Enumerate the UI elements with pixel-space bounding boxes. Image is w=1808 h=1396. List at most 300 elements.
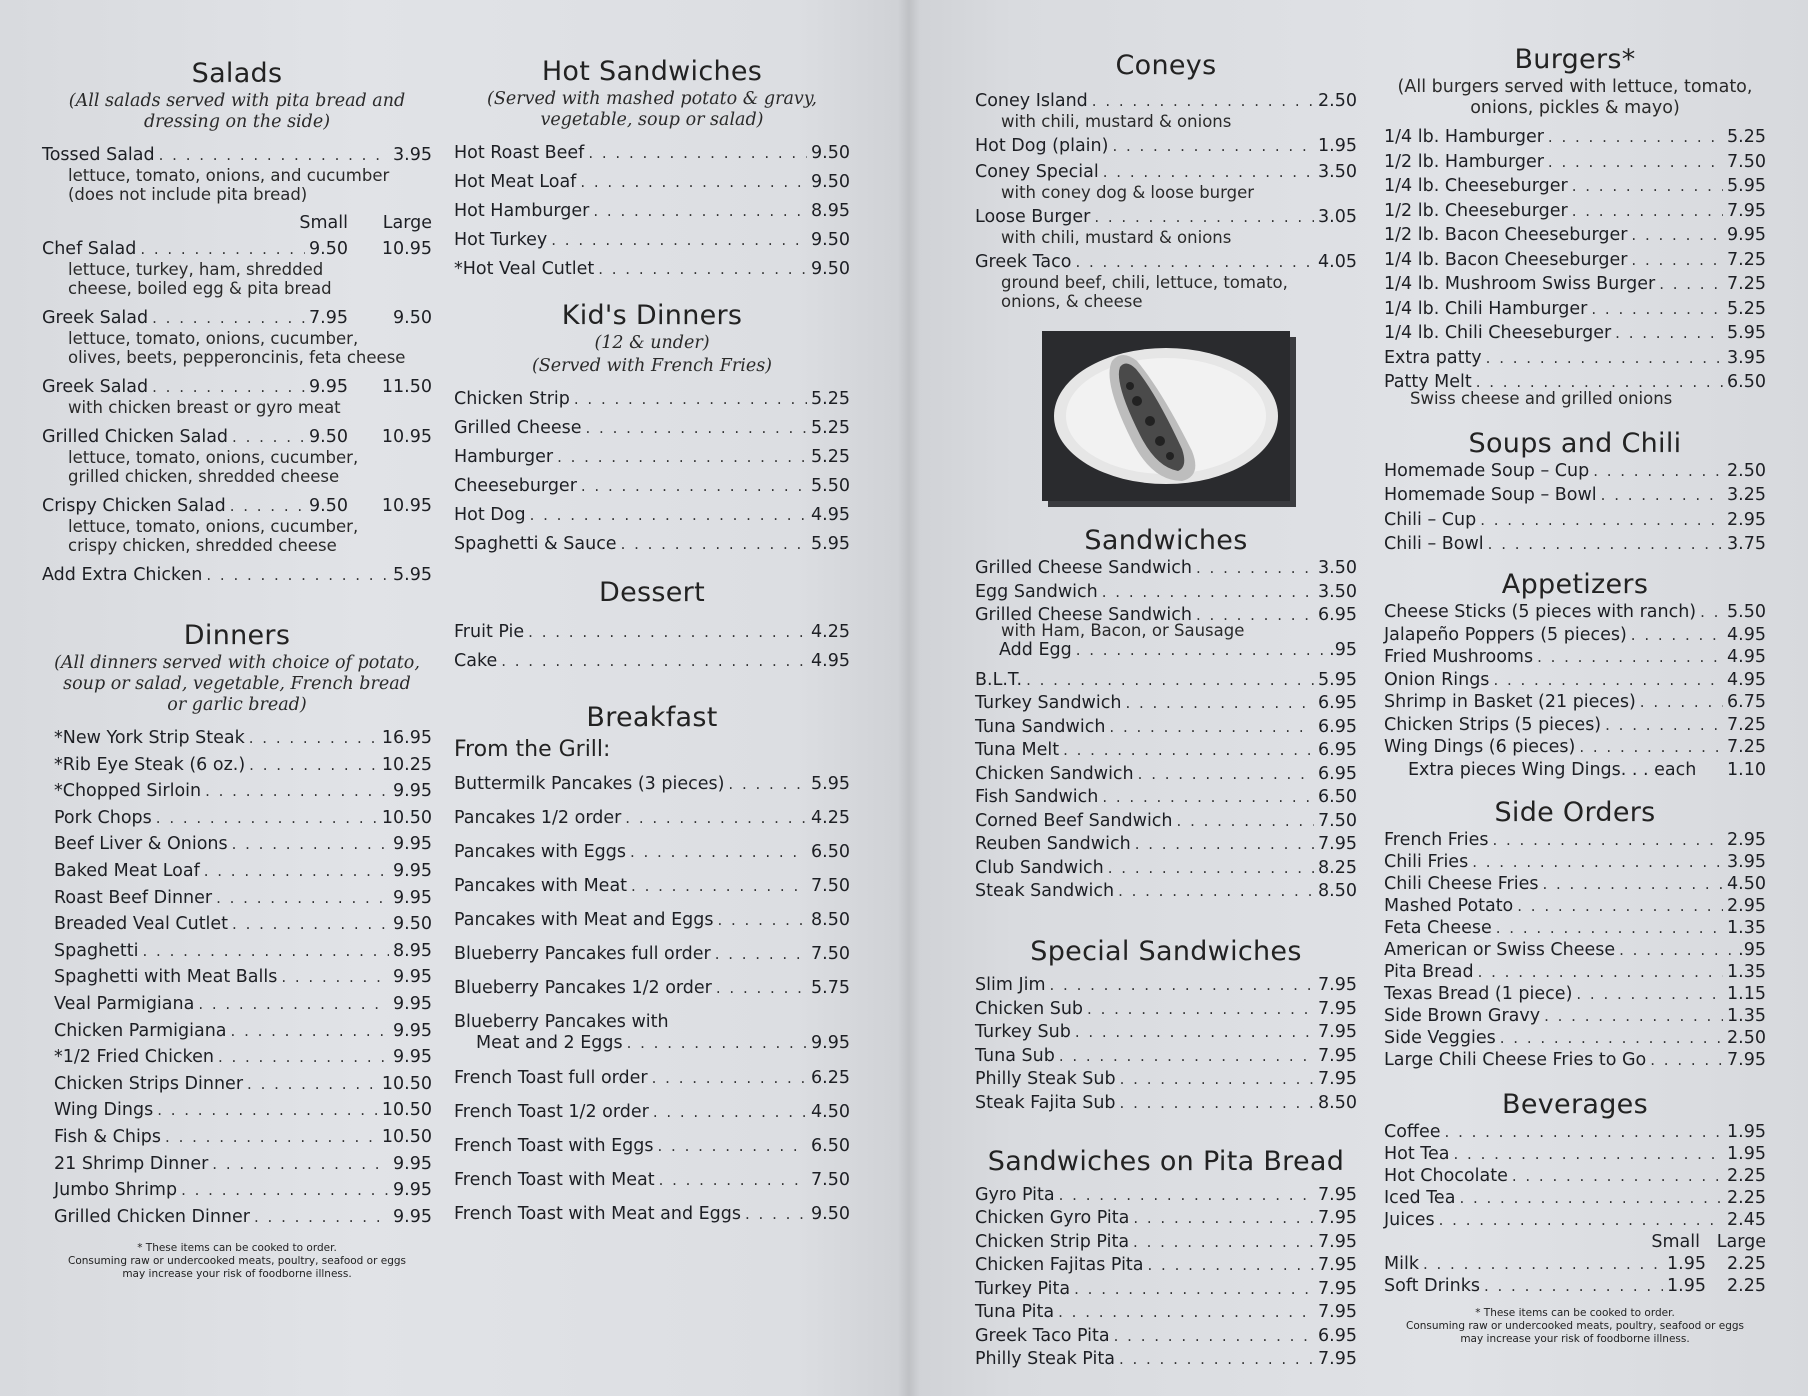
- item-name: 1/2 lb. Hamburger: [1384, 151, 1544, 172]
- item-price: 9.95: [393, 993, 432, 1014]
- salads-section: [42, 58, 432, 586]
- item-name: 1/2 lb. Bacon Cheeseburger: [1384, 225, 1628, 245]
- item-desc: lettuce, tomato, onions, cucumber,: [68, 517, 359, 536]
- menu-item: [975, 1255, 1357, 1276]
- menu-item: [1384, 625, 1766, 646]
- menu-item: [454, 774, 850, 795]
- item-name: Coffee: [1384, 1121, 1441, 1142]
- item-name: French Toast with Meat and Eggs: [454, 1204, 742, 1224]
- item-price: 7.95: [1318, 1069, 1357, 1089]
- item-name: Slim Jim: [975, 975, 1046, 995]
- item-price: 5.25: [811, 447, 850, 467]
- menu-item: [54, 1154, 432, 1175]
- item-price-small: 9.50: [309, 427, 348, 447]
- item-name: Greek Salad: [42, 377, 149, 397]
- item-name: 1/4 lb. Hamburger: [1384, 127, 1544, 147]
- item-price-small: 9.95: [309, 377, 348, 397]
- menu-item: [454, 1170, 850, 1191]
- item-name: 1/4 lb. Cheeseburger: [1384, 176, 1568, 196]
- item-price: 5.50: [811, 476, 850, 496]
- menu-item: [454, 389, 850, 410]
- item-price: 9.50: [811, 1204, 850, 1224]
- item-name: Fruit Pie: [454, 622, 525, 642]
- menu-item: [1384, 984, 1766, 1005]
- menu-item: [1384, 299, 1766, 320]
- item-price: 1.95: [1727, 1121, 1766, 1142]
- item-price: 2.50: [1727, 460, 1766, 481]
- menu-item: [454, 622, 850, 643]
- item-name: Chicken Fajitas Pita: [975, 1255, 1144, 1275]
- menu-item: [975, 640, 1357, 661]
- item-price: 1.15: [1727, 983, 1766, 1004]
- breakfast-title: Breakfast: [586, 702, 718, 733]
- item-price: 7.95: [1318, 1208, 1357, 1228]
- item-desc: with chili, mustard & onions: [1001, 228, 1232, 247]
- item-price: 6.75: [1727, 692, 1766, 712]
- item-price: 9.50: [811, 230, 850, 250]
- item-name: Chili Cheese Fries: [1384, 873, 1539, 894]
- item-price: 9.95: [393, 967, 432, 988]
- item-price: 8.25: [1318, 857, 1357, 878]
- menu-item: [1384, 1122, 1766, 1143]
- hot-dog-icon: [1042, 331, 1290, 501]
- item-price: 9.50: [811, 259, 850, 279]
- item-price-small: 9.50: [309, 496, 348, 516]
- item-name: Gyro Pita: [975, 1184, 1055, 1205]
- item-name: Grilled Chicken Dinner: [54, 1206, 250, 1227]
- item-price: 5.95: [1727, 176, 1766, 196]
- menu-item: [454, 230, 850, 251]
- item-name: 1/4 lb. Chili Cheeseburger: [1384, 323, 1612, 343]
- item-desc: lettuce, tomato, onions, and cucumber: [68, 166, 390, 185]
- item-name: Chicken Strip: [454, 389, 570, 409]
- appetizers-title: Appetizers: [1501, 569, 1649, 600]
- item-price-large: 9.50: [393, 308, 432, 328]
- menu-item: [454, 910, 850, 931]
- item-name: Philly Steak Sub: [975, 1069, 1116, 1089]
- item-name: Jalapeño Poppers (5 pieces): [1384, 624, 1627, 645]
- item-name: Tuna Melt: [975, 740, 1060, 760]
- menu-item: [54, 914, 432, 935]
- item-price: 9.95: [811, 1033, 850, 1053]
- item-name: Milk: [1384, 1253, 1419, 1274]
- item-price: 1.35: [1727, 961, 1766, 982]
- item-name: American or Swiss Cheese: [1384, 939, 1616, 960]
- item-price: 7.25: [1727, 737, 1766, 757]
- item-price: 5.95: [811, 774, 850, 794]
- menu-item: [975, 999, 1357, 1020]
- item-name: Corned Beef Sandwich: [975, 810, 1173, 831]
- item-price: 9.95: [393, 834, 432, 855]
- item-name: Fish & Chips: [54, 1126, 162, 1147]
- item-price: 4.05: [1318, 252, 1357, 272]
- item-price: 7.95: [1318, 1045, 1357, 1066]
- dessert-section: [454, 577, 850, 672]
- item-price: 1.35: [1727, 1005, 1766, 1026]
- menu-item: [1384, 940, 1766, 961]
- sides-section: [1384, 797, 1766, 1071]
- item-name: Shrimp in Basket (21 pieces): [1384, 692, 1636, 712]
- menu-item: [1384, 852, 1766, 873]
- hot-sandwiches-title: Hot Sandwiches: [541, 56, 763, 87]
- item-name: 1/4 lb. Mushroom Swiss Burger: [1384, 274, 1656, 294]
- item-price-small: 9.50: [309, 239, 348, 259]
- item-desc: crispy chicken, shredded cheese: [68, 536, 337, 555]
- item-price: 5.25: [811, 389, 850, 409]
- menu-item: [975, 558, 1357, 579]
- menu-item: [1384, 918, 1766, 939]
- item-name: Pancakes with Meat: [454, 876, 628, 896]
- item-name: Pita Bread: [1384, 961, 1474, 982]
- menu-item: [54, 861, 432, 882]
- menu-item: [54, 755, 432, 776]
- item-name: Coney Special: [975, 162, 1099, 182]
- item-price-large: 11.50: [381, 377, 432, 397]
- menu-item: [454, 172, 850, 193]
- item-price: 6.50: [811, 1136, 850, 1156]
- pita-section: [975, 1146, 1357, 1371]
- size-large-label: Large: [1716, 1231, 1766, 1252]
- item-name: Onion Rings: [1384, 669, 1490, 690]
- item-price: 6.95: [1318, 740, 1357, 760]
- item-name: Greek Taco Pita: [975, 1325, 1110, 1346]
- item-price: 9.50: [811, 172, 850, 192]
- menu-item: [54, 1021, 432, 1042]
- hot-sandwiches-note: (Served with mashed potato & gravy, vegetable, soup or salad): [487, 89, 817, 130]
- item-desc: with Ham, Bacon, or Sausage: [1001, 620, 1245, 640]
- menu-item: [54, 1127, 432, 1148]
- item-price: 7.95: [1318, 1255, 1357, 1275]
- soups-title: Soups and Chili: [1468, 427, 1682, 459]
- item-name: Steak Fajita Sub: [975, 1092, 1116, 1113]
- item-price: 7.50: [1318, 810, 1357, 831]
- item-price: 9.95: [393, 887, 432, 908]
- menu-item: [454, 259, 850, 280]
- menu-item: [454, 808, 850, 829]
- disclaimer: * These items can be cooked to order. Consuming raw or undercooked meats, poultry, seafood or eggs may increase your risk of foodborne illness.: [67, 1241, 407, 1280]
- item-name: Iced Tea: [1384, 1187, 1456, 1208]
- item-price: 5.95: [1318, 669, 1357, 690]
- dessert-title: Dessert: [599, 577, 705, 608]
- salad-size-header: [42, 213, 432, 233]
- item-price: 9.95: [393, 1180, 432, 1201]
- item-price: 7.95: [1318, 1302, 1357, 1322]
- menu-item: [975, 975, 1357, 996]
- item-price: 6.95: [1318, 1325, 1357, 1346]
- item-price: 4.25: [811, 622, 850, 642]
- item-price-small: 7.95: [309, 308, 348, 328]
- item-price: 4.50: [811, 1102, 850, 1122]
- menu-item: [1384, 485, 1766, 506]
- menu-item: [975, 1185, 1357, 1206]
- item-price: 1.95: [1727, 1143, 1766, 1164]
- menu-item: [54, 781, 432, 802]
- item-desc: with coney dog & loose burger: [1001, 183, 1255, 202]
- menu-item: [54, 728, 432, 749]
- item-desc: grilled chicken, shredded cheese: [68, 467, 340, 486]
- item-price-large: 10.95: [381, 427, 432, 447]
- menu-item: [42, 308, 432, 367]
- item-desc: (does not include pita bread): [68, 185, 308, 204]
- menu-item: [454, 876, 850, 897]
- item-price: 16.95: [381, 728, 432, 748]
- item-name: Cake: [454, 651, 498, 671]
- menu-item: [1384, 962, 1766, 983]
- item-name: Chili Fries: [1384, 851, 1469, 872]
- menu-item: [42, 239, 432, 298]
- item-price: 2.95: [1727, 829, 1766, 850]
- item-price: 6.50: [1727, 372, 1766, 392]
- menu-item: [1384, 201, 1766, 222]
- menu-item: [454, 447, 850, 468]
- menu-item: [1384, 896, 1766, 917]
- menu-item: [1384, 670, 1766, 691]
- item-name: Tuna Sub: [975, 1045, 1055, 1066]
- item-price: 7.95: [1318, 1278, 1357, 1299]
- item-price: 7.95: [1318, 1349, 1357, 1369]
- item-name: Roast Beef Dinner: [54, 887, 213, 908]
- item-desc: with chicken breast or gyro meat: [68, 398, 341, 417]
- appetizers-section: [1384, 569, 1766, 781]
- item-price-small: 1.95: [1667, 1275, 1706, 1296]
- burgers-section: [1384, 44, 1766, 408]
- size-small-label: Small: [299, 213, 348, 233]
- item-name: Blueberry Pancakes full order: [454, 944, 711, 964]
- menu-item: [42, 565, 432, 586]
- item-name: Grilled Cheese: [454, 418, 582, 438]
- kids-note: (12 & under): [594, 333, 710, 353]
- item-price: 4.95: [811, 505, 850, 525]
- dinners-note: (All dinners served with choice of potato, soup or salad, vegetable, French bread or garlic bread): [54, 653, 420, 715]
- menu-item: [1384, 461, 1766, 482]
- menu-item: [54, 994, 432, 1015]
- size-large-label: Large: [382, 213, 432, 233]
- item-price: 5.25: [811, 418, 850, 438]
- breakfast-subhead: From the Grill:: [454, 737, 611, 762]
- item-name: Chicken Strip Pita: [975, 1231, 1130, 1252]
- item-price: 7.95: [1318, 1184, 1357, 1205]
- item-price: 7.50: [811, 876, 850, 896]
- column-2: [454, 56, 850, 1245]
- menu-item: [454, 143, 850, 164]
- item-desc: lettuce, turkey, ham, shredded: [68, 260, 324, 279]
- item-name: Chili – Bowl: [1384, 534, 1484, 554]
- menu-item: [975, 1069, 1357, 1090]
- item-price: 7.50: [811, 944, 850, 964]
- item-price: 6.95: [1318, 605, 1357, 625]
- item-price: 7.95: [1318, 834, 1357, 854]
- item-price-large: 2.25: [1727, 1253, 1766, 1274]
- item-name: Baked Meat Loaf: [54, 860, 200, 881]
- item-price: 2.95: [1727, 895, 1766, 916]
- menu-item: [975, 207, 1357, 247]
- menu-item: [1384, 152, 1766, 173]
- item-name: Homemade Soup – Bowl: [1384, 485, 1597, 505]
- item-price: 5.95: [1727, 323, 1766, 343]
- item-name: Texas Bread (1 piece): [1384, 983, 1573, 1004]
- item-price: 4.95: [1727, 624, 1766, 645]
- item-price: .95: [1738, 939, 1766, 960]
- item-name: Patty Melt: [1384, 372, 1472, 392]
- item-name: Add Egg: [999, 639, 1072, 660]
- menu-item: [1384, 1210, 1766, 1231]
- beverages-section: [1384, 1089, 1766, 1297]
- item-price: 3.95: [1727, 347, 1766, 368]
- item-name: Pancakes 1/2 order: [454, 808, 622, 828]
- menu-item: [975, 136, 1357, 157]
- item-name: Extra pieces Wing Dings. . . each: [1408, 759, 1697, 780]
- item-name: Meat and 2 Eggs: [476, 1033, 623, 1053]
- menu-item: [975, 693, 1357, 714]
- item-name: 1/2 lb. Cheeseburger: [1384, 200, 1568, 221]
- item-name: Chicken Parmigiana: [54, 1020, 227, 1041]
- item-desc: olives, beets, pepperoncinis, feta cheese: [68, 348, 406, 367]
- menu-item: [1384, 225, 1766, 246]
- item-price: 9.50: [393, 914, 432, 935]
- item-price: 9.95: [393, 860, 432, 881]
- item-price: 7.95: [1318, 998, 1357, 1019]
- item-name: Turkey Pita: [975, 1278, 1071, 1299]
- item-name: Cheese Sticks (5 pieces with ranch): [1384, 602, 1697, 622]
- special-sandwiches-title: Special Sandwiches: [1030, 936, 1302, 967]
- item-price: 3.50: [1318, 581, 1357, 602]
- item-name: French Fries: [1384, 829, 1489, 850]
- item-name: Chicken Sandwich: [975, 763, 1134, 784]
- menu-item: [454, 534, 850, 555]
- menu-item: [975, 1232, 1357, 1253]
- item-name: Chef Salad: [42, 239, 137, 259]
- menu-item: [1384, 176, 1766, 197]
- menu-item: [54, 941, 432, 962]
- menu-item: [454, 842, 850, 863]
- item-name: Add Extra Chicken: [42, 565, 203, 585]
- item-desc: with chili, mustard & onions: [1001, 112, 1232, 131]
- item-name: Breaded Veal Cutlet: [54, 914, 229, 935]
- item-name: Tuna Pita: [975, 1302, 1055, 1322]
- item-name: Veal Parmigiana: [54, 993, 195, 1014]
- item-desc: lettuce, tomato, onions, cucumber,: [68, 448, 359, 467]
- item-price: 7.50: [1727, 151, 1766, 172]
- item-price: 8.95: [393, 940, 432, 961]
- menu-item: [975, 881, 1357, 902]
- item-price: 6.50: [811, 842, 850, 862]
- menu-item: [454, 201, 850, 222]
- item-price: 3.95: [1727, 851, 1766, 872]
- menu-item: [1384, 274, 1766, 295]
- item-price-large: 2.25: [1727, 1275, 1766, 1296]
- item-name: *1/2 Fried Chicken: [54, 1047, 214, 1068]
- dinners-section: [42, 620, 432, 1228]
- menu-item: [454, 1102, 850, 1123]
- item-price-large: 10.95: [381, 496, 432, 516]
- item-name: Pork Chops: [54, 807, 152, 828]
- sandwiches-title: Sandwiches: [1084, 525, 1248, 556]
- menu-item: [1384, 510, 1766, 531]
- item-price: 2.25: [1727, 1165, 1766, 1186]
- item-name: Extra patty: [1384, 347, 1482, 368]
- menu-item: [1384, 534, 1766, 555]
- item-price: 1.35: [1727, 917, 1766, 938]
- item-price: 7.50: [811, 1170, 850, 1190]
- item-name: Chicken Sub: [975, 998, 1084, 1019]
- item-name: Blueberry Pancakes with: [454, 1012, 669, 1032]
- item-name: Spaghetti & Sauce: [454, 534, 617, 554]
- item-name: Hot Tea: [1384, 1143, 1450, 1164]
- item-price: 3.75: [1727, 534, 1766, 554]
- item-price: 9.50: [811, 143, 850, 163]
- item-name: Greek Taco: [975, 252, 1072, 272]
- menu-item: [54, 1207, 432, 1228]
- page-fold: [898, 0, 920, 1396]
- item-name: French Toast full order: [454, 1068, 648, 1088]
- menu-item: [975, 811, 1357, 832]
- item-name: French Toast with Meat: [454, 1170, 655, 1190]
- menu-item: [454, 505, 850, 526]
- item-name: Reuben Sandwich: [975, 834, 1131, 854]
- menu-item: [454, 651, 850, 672]
- item-price-small: 1.95: [1667, 1253, 1706, 1274]
- item-price: 9.95: [393, 1153, 432, 1174]
- special-sandwiches-section: [975, 936, 1357, 1114]
- menu-item: [975, 252, 1357, 311]
- item-name: Homemade Soup – Cup: [1384, 460, 1590, 481]
- item-name: Pancakes with Eggs: [454, 842, 626, 862]
- menu-item: [454, 476, 850, 497]
- dinners-title: Dinners: [183, 620, 291, 651]
- item-name: Side Brown Gravy: [1384, 1005, 1541, 1026]
- item-name: Crispy Chicken Salad: [42, 496, 226, 516]
- item-name: Chicken Strips Dinner: [54, 1073, 244, 1094]
- menu-item: [454, 1012, 850, 1054]
- item-price: 9.95: [1727, 225, 1766, 245]
- menu-item: [54, 834, 432, 855]
- item-name: Egg Sandwich: [975, 581, 1098, 602]
- item-price: 7.25: [1727, 249, 1766, 270]
- item-name: Coney Island: [975, 91, 1088, 111]
- menu-item: [975, 670, 1357, 691]
- menu-item: [1384, 692, 1766, 713]
- item-price: 8.50: [1318, 881, 1357, 901]
- breakfast-section: [454, 702, 850, 1225]
- beverage-size-header: [1384, 1232, 1766, 1252]
- item-name: Turkey Sub: [975, 1022, 1071, 1042]
- menu-item: [1384, 1144, 1766, 1165]
- item-name: Blueberry Pancakes 1/2 order: [454, 978, 712, 998]
- item-name: Soft Drinks: [1384, 1275, 1480, 1296]
- menu-item: [975, 1326, 1357, 1347]
- item-name: Hot Dog (plain): [975, 136, 1109, 156]
- burgers-note: (All burgers served with lettuce, tomato, onions, pickles & mayo): [1397, 77, 1753, 118]
- item-name: 1/4 lb. Chili Hamburger: [1384, 298, 1588, 319]
- kids-section: [454, 300, 850, 555]
- menu-item: [975, 1302, 1357, 1323]
- item-name: Tuna Sandwich: [975, 716, 1106, 737]
- item-name: Club Sandwich: [975, 857, 1104, 878]
- menu-item: [1384, 737, 1766, 758]
- item-name: Fried Mushrooms: [1384, 647, 1534, 667]
- item-name: Chicken Gyro Pita: [975, 1208, 1130, 1228]
- item-price: 2.50: [1318, 91, 1357, 111]
- menu-item: [1384, 127, 1766, 148]
- menu-item: [975, 764, 1357, 785]
- menu-item: [42, 377, 432, 417]
- item-price: 7.95: [1318, 1231, 1357, 1252]
- menu-item: [1384, 1050, 1766, 1071]
- item-price: 6.25: [811, 1068, 850, 1088]
- menu-item: [454, 978, 850, 999]
- item-name: Hot Roast Beef: [454, 143, 585, 163]
- item-name: French Toast 1/2 order: [454, 1102, 649, 1122]
